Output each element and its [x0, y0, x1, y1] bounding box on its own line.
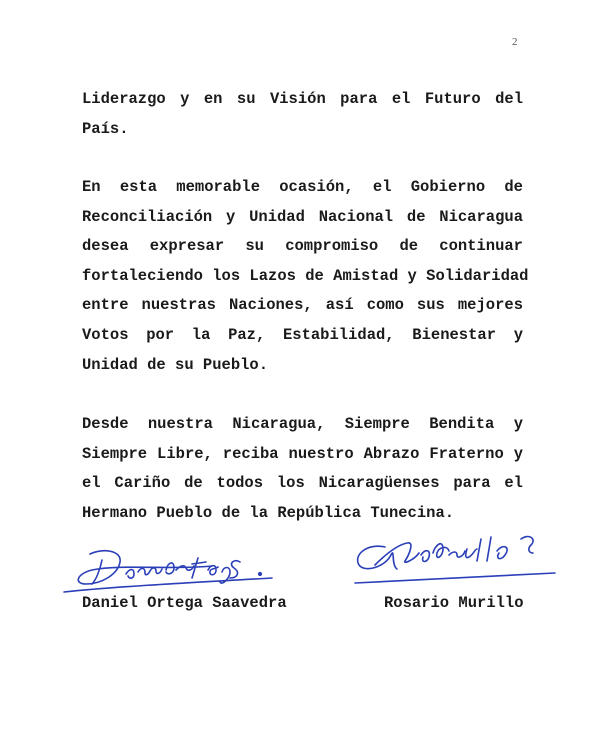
paragraph-3: [82, 410, 523, 528]
paragraph-line: el Cariño de todos los Nicaragüenses para el: [82, 474, 523, 493]
paragraph-line: fortaleciendo los Lazos de Amistad y Solidaridad: [82, 266, 529, 285]
paragraph-line: Liderazgo y en su Visión para el Futuro del: [82, 90, 523, 108]
signer-name-2: Rosario Murillo: [384, 594, 524, 612]
signature-daniel-ortega: [62, 540, 332, 600]
paragraph-line: Siempre Libre, reciba nuestro Abrazo Fraterno y: [82, 444, 523, 463]
paragraph-line: Reconciliación y Unidad Nacional de Nicaragua: [82, 207, 523, 226]
paragraph-line: Votos por la Paz, Estabilidad, Bienestar y: [82, 325, 523, 344]
paragraph-line: desea expresar su compromiso de continuar: [82, 237, 523, 256]
paragraph-line: entre nuestras Naciones, así como sus mejores: [82, 296, 523, 315]
signature-rosario-murillo: [345, 525, 565, 600]
paragraph-line: En esta memorable ocasión, el Gobierno de: [82, 178, 523, 196]
paragraph-line: Hermano Pueblo de la República Tunecina.: [82, 503, 455, 522]
signer-name-1: Daniel Ortega Saavedra: [82, 594, 287, 612]
paragraph-line: País.: [82, 119, 129, 138]
paragraph-line: Desde nuestra Nicaragua, Siempre Bendita y: [82, 415, 523, 433]
paragraph-2: [82, 173, 529, 380]
paragraph-line: Unidad de su Pueblo.: [82, 355, 269, 374]
page-number: 2: [512, 36, 518, 48]
paragraph-1: [82, 85, 523, 144]
